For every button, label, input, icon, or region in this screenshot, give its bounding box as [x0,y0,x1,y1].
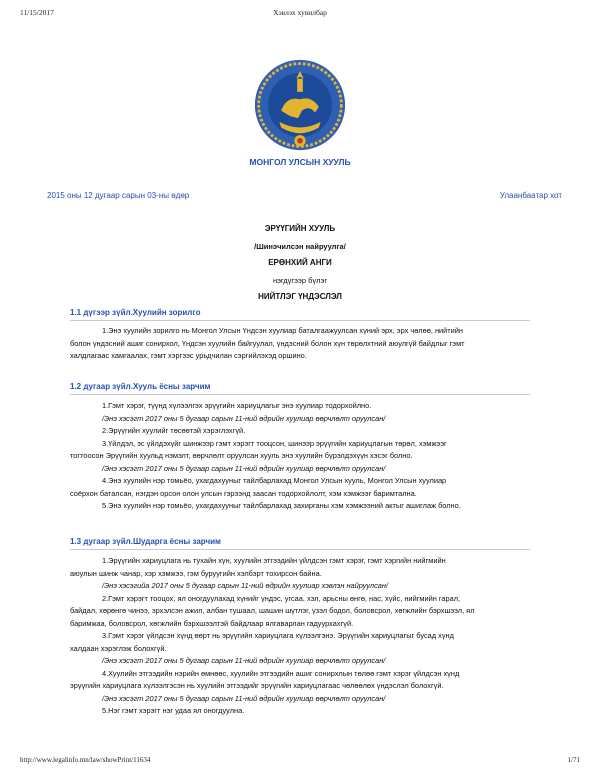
law-meta [47,191,562,203]
text-line: 1.Гэмт хэрэг, түүнд хүлээлгэх эрүүгийн хариуцлагыг энэ хуулиар тодорхойлно. [102,401,372,410]
section-divider [70,549,530,550]
section-body [70,325,530,363]
text-line: соёрхон баталсан, нэгдэн орсон олон улсын гэрээнд заасан тодорхойлолт, хэм хэмжээг баримтална. [70,488,417,498]
chapter-number: нэгдүгээр бүлэг [272,276,328,285]
amendment-note: /Энэ хэсэгийа 2017 оны 5 дугаар сарын 11-ний өдрийн хуулиар хэвлэн найруулсан/ [102,581,388,590]
law-name: МОНГОЛ УЛСЫН ХУУЛЬ [249,157,351,167]
text-line: халдлагаас хамгаалах, гэмт хэргээс урьдчилан сэргийлэхэд оршино. [70,351,307,360]
law-date: 2015 оны 12 дугаар сарын 03-ны өдөр [47,191,190,200]
source-url-link[interactable]: http://www.legalinfo.mn/law/showPrint/11634 [20,756,151,764]
print-date: 11/15/2017 [20,8,54,17]
section-body [70,555,530,718]
section-divider [70,320,530,321]
law-subtitle: /Шинэчилсэн найруулга/ [254,242,346,251]
text-line: 3.Үйлдэл, эс үйлдэхүйг шинжээр гэмт хэрэгт тооцсон, шинээр эрүүгийн хариуцлагын төрөл, хэмжээг [102,438,447,448]
law-title: ЭРҮҮГИЙН ХУУЛЬ [264,224,336,233]
amendment-note: /Энэ хэсэгт 2017 оны 5 дугаар сарын 11-ний өдрийн хуулиар өөрчлөлт оруулсан/ [102,693,386,703]
section-heading: 1.3 дугаар зүйл.Шударга ёсны зарчим [70,537,221,546]
text-line: 5.Энэ хуулийн нэр томьёо, ухагдахууныг тайлбарлахад захирганы хэм хэмжээний актыг ашиглаж болно. [102,501,461,510]
text-line: 1.Энэ хуулийн зорилго нь Монгол Улсын Үндсэн хуулиар баталгаажуулсан хүний эрх, эрх чөлөө, нийтийн [102,326,464,335]
text-line: байдал, хөрөнгө чинээ, эрхэлсэн ажил, албан тушаал, шашин шүтлэг, үзэл бодол, боловсрол, хөгжлийн бэрхшээл, ял [70,606,475,615]
amendment-note: /Энэ хэсэгт 2017 оны 5 дугаар сарын 11-ний өдрийн хуулиар өөрчлөлт оруулсан/ [102,463,386,473]
print-header [20,8,580,20]
text-line: болон үндэсний ашиг сонирхол, Үндсэн хуулийн байгуулал, үндэсний болон хүн төрөлхтний аюулгүй байдлыг гэмт [70,338,465,348]
section-heading: 1.2 дугаар зүйл.Хууль ёсны зарчим [70,382,211,391]
text-line: 1.Эрүүгийн хариуцлага нь тухайн хүн, хуулийн этгээдийн үйлдсэн гэмт хэрэг, гэмт хэргийн нийгмийн [102,556,446,565]
text-line: 2.Гэмт хэрэгт тооцох, ял оногдуулахад хүнийг үндэс, угсаа, хэл, арьсны өнгө, нас, хүйс, нийгмийн гарал, [102,593,461,603]
part-title: ЕРӨНХИЙ АНГИ [268,258,332,267]
text-line: халдаан хэрэглэж болохгүй. [70,643,167,653]
text-line: аюулын шинж чанар, хэр хэмжээ, гэм буруугийн хэлбэрт тохирсон байна. [70,568,322,578]
chapter-title: НИЙТЛЭГ ҮНДЭСЛЭЛ [258,292,342,301]
text-line: 4.Хуулийн этгээдийн нэрийн өмнөөс, хуулийн этгээдийн ашиг сонирхлын төлөө гэмт хэрэг үйлдсэн хүнд [102,668,460,678]
page-number: 1/71 [567,756,580,764]
law-place: Улаанбаатар хот [499,191,562,200]
text-line: баримжаа, боловсрол, хөгжлийн бэрхшээлтэй байдлаар ялгаварлан гадуурхахгүй. [70,618,354,628]
text-line: 2.Эрүүгийн хуулийг төсөөтэй хэрэглэхгүй. [102,426,246,435]
text-line: 3.Гэмт хэрэг үйлдсэн хүнд өөрт нь эрүүгийн хариуцлага хүлээлгэнэ. Эрүүгийн хариуцлагыг бусад хүнд [102,631,454,640]
amendment-note: /Энэ хэсэгт 2017 оны 5 дугаар сарын 11-ний өдрийн хуулиар өөрчлөлт оруулсан/ [102,656,386,665]
section-divider [70,394,530,395]
state-emblem-icon [253,58,347,152]
amendment-note: /Энэ хэсэгт 2017 оны 5 дугаар сарын 11-ний өдрийн хуулиар өөрчлөлт оруулсан/ [102,413,386,423]
section-heading: 1.1 дүгээр зүйл.Хуулийн зорилго [70,308,201,317]
section-body [70,400,530,513]
text-line: 5.Нэг гэмт хэрэгт нэг удаа ял оногдуулна. [102,706,245,715]
print-footer [20,756,580,768]
print-title: Хэвлэх хувилбар [273,8,327,17]
text-line: эрүүгийн хариуцлага хүлээлгэсэн нь хуулийн этгээдийг эрүүгийн хариуцлагаас чөлөөлөх үндэслэл болохгүй. [70,681,444,690]
text-line: тогтоосон Эрүүгийн хуульд нэмэлт, өөрчлөлт оруулсан хууль энэ хуулийн бүрэлдэхүүн хэсэг болно. [70,451,413,460]
text-line: 4.Энэ хуулийн нэр томьёо, ухагдахууныг тайлбарлахад Монгол Улсын хууль, Монгол Улсын хуулиар [102,476,447,485]
